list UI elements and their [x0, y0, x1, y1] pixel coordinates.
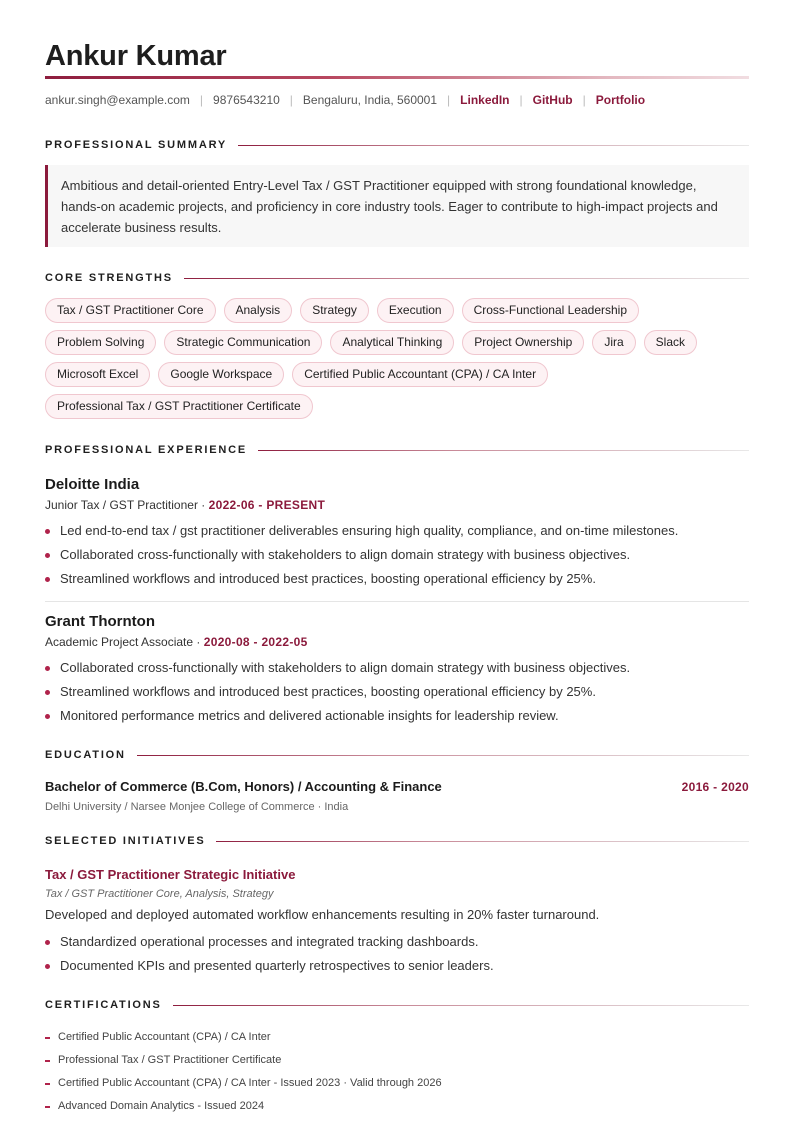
- experience-entry: [45, 601, 749, 728]
- certification-list: [45, 1026, 749, 1118]
- achievement-item: Streamlined workflows and introduced best practices, boosting operational efficiency by 25%.: [45, 567, 749, 591]
- skill-chip: Cross-Functional Leadership: [462, 298, 639, 323]
- section-header-initiatives: [45, 834, 749, 848]
- section-title: SELECTED INITIATIVES: [45, 835, 206, 847]
- initiative-item: Documented KPIs and presented quarterly retrospectives to senior leaders.: [45, 954, 749, 978]
- section-header-certifications: [45, 998, 749, 1012]
- initiative-bullets: [45, 930, 749, 978]
- section-header-summary: [45, 138, 749, 152]
- contact-location: Bengaluru, India, 560001: [302, 93, 438, 107]
- skill-chip: Project Ownership: [462, 330, 584, 355]
- experience-entry: [45, 475, 749, 591]
- skill-chip: Professional Tax / GST Practitioner Certificate: [45, 394, 313, 419]
- job-role: Junior Tax / GST Practitioner · 2022-06 - PRESENT: [45, 498, 326, 512]
- initiative-title: Tax / GST Practitioner Strategic Initiative: [45, 867, 296, 882]
- skill-chip: Microsoft Excel: [45, 362, 150, 387]
- initiative-item: Standardized operational processes and integrated tracking dashboards.: [45, 930, 749, 954]
- role-title: Academic Project Associate: [45, 635, 194, 649]
- skill-chip: Certified Public Accountant (CPA) / CA Inter: [292, 362, 548, 387]
- skill-chip: Slack: [644, 330, 697, 355]
- certification-item: Professional Tax / GST Practitioner Certificate: [45, 1049, 749, 1072]
- name-divider: [45, 76, 749, 79]
- contact-separator: |: [199, 93, 204, 107]
- section-divider: [137, 755, 749, 756]
- skill-chip: Jira: [592, 330, 635, 355]
- achievement-item: Collaborated cross-functionally with stakeholders to align domain strategy with business objectives.: [45, 656, 749, 680]
- section-divider: [184, 278, 749, 279]
- school-name: Delhi University / Narsee Monjee College of Commerce · India: [45, 801, 349, 813]
- contact-bar: [45, 92, 749, 108]
- achievement-item: Monitored performance metrics and delivered actionable insights for leadership review.: [45, 704, 749, 728]
- summary-text: Ambitious and detail-oriented Entry-Level Tax / GST Practitioner equipped with strong foundational knowledge, hands-on academic projects, and proficiency in core industry tools. Eager to contribute to high-impact projects and accelerate business results.: [45, 165, 749, 247]
- education-entry: [45, 779, 749, 794]
- achievement-item: Streamlined workflows and introduced best practices, boosting operational efficiency by 25%.: [45, 680, 749, 704]
- linkedin-link[interactable]: LinkedIn: [460, 93, 510, 107]
- strengths-list: [45, 298, 749, 419]
- section-title: PROFESSIONAL EXPERIENCE: [45, 444, 247, 456]
- achievement-item: Led end-to-end tax / gst practitioner deliverables ensuring high quality, compliance, and on-time milestones.: [45, 519, 749, 543]
- role-title: Junior Tax / GST Practitioner: [45, 498, 198, 512]
- job-role: Academic Project Associate · 2020-08 - 2022-05: [45, 635, 308, 649]
- skill-chip: Tax / GST Practitioner Core: [45, 298, 216, 323]
- github-link[interactable]: GitHub: [532, 93, 573, 107]
- initiative-tags: Tax / GST Practitioner Core, Analysis, Strategy: [45, 888, 274, 900]
- section-divider: [258, 450, 749, 451]
- skill-chip: Google Workspace: [158, 362, 284, 387]
- section-header-education: [45, 748, 749, 762]
- section-header-experience: [45, 443, 749, 457]
- skill-chip: Analysis: [224, 298, 293, 323]
- company-name: Grant Thornton: [45, 613, 155, 630]
- contact-separator: |: [289, 93, 293, 107]
- role-dates: 2022-06 - PRESENT: [208, 498, 326, 512]
- skill-chip: Execution: [377, 298, 454, 323]
- achievement-list: [45, 519, 749, 591]
- section-title: CORE STRENGTHS: [45, 272, 173, 284]
- section-divider: [216, 841, 749, 842]
- skill-chip: Analytical Thinking: [330, 330, 454, 355]
- certification-item: Advanced Domain Analytics - Issued 2024: [45, 1095, 749, 1118]
- achievement-item: Collaborated cross-functionally with stakeholders to align domain strategy with business objectives.: [45, 543, 749, 567]
- section-title: CERTIFICATIONS: [45, 999, 162, 1011]
- candidate-name: Ankur Kumar: [45, 40, 227, 72]
- certification-item: Certified Public Accountant (CPA) / CA Inter - Issued 2023 · Valid through 2026: [45, 1072, 749, 1095]
- education-dates: 2016 - 2020: [681, 780, 749, 794]
- skill-chip: Strategy: [300, 298, 369, 323]
- contact-phone: 9876543210: [213, 93, 280, 107]
- contact-email[interactable]: ankur.singh@example.com: [45, 93, 190, 107]
- initiative-description: Developed and deployed automated workflow enhancements resulting in 20% faster turnaround.: [45, 907, 600, 922]
- contact-separator: |: [519, 93, 523, 107]
- skill-chip: Problem Solving: [45, 330, 156, 355]
- achievement-list: [45, 656, 749, 728]
- company-name: Deloitte India: [45, 476, 140, 493]
- section-header-strengths: [45, 271, 749, 285]
- section-title: EDUCATION: [45, 749, 126, 761]
- section-title: PROFESSIONAL SUMMARY: [45, 139, 228, 151]
- section-divider: [173, 1005, 749, 1006]
- certification-item: Certified Public Accountant (CPA) / CA Inter: [45, 1026, 749, 1049]
- contact-separator: |: [447, 93, 451, 107]
- contact-separator: |: [582, 93, 586, 107]
- portfolio-link[interactable]: Portfolio: [595, 93, 646, 107]
- skill-chip: Strategic Communication: [164, 330, 322, 355]
- role-dates: 2020-08 - 2022-05: [203, 635, 308, 649]
- degree-title: Bachelor of Commerce (B.Com, Honors) / Accounting & Finance: [45, 779, 442, 794]
- section-divider: [238, 145, 749, 146]
